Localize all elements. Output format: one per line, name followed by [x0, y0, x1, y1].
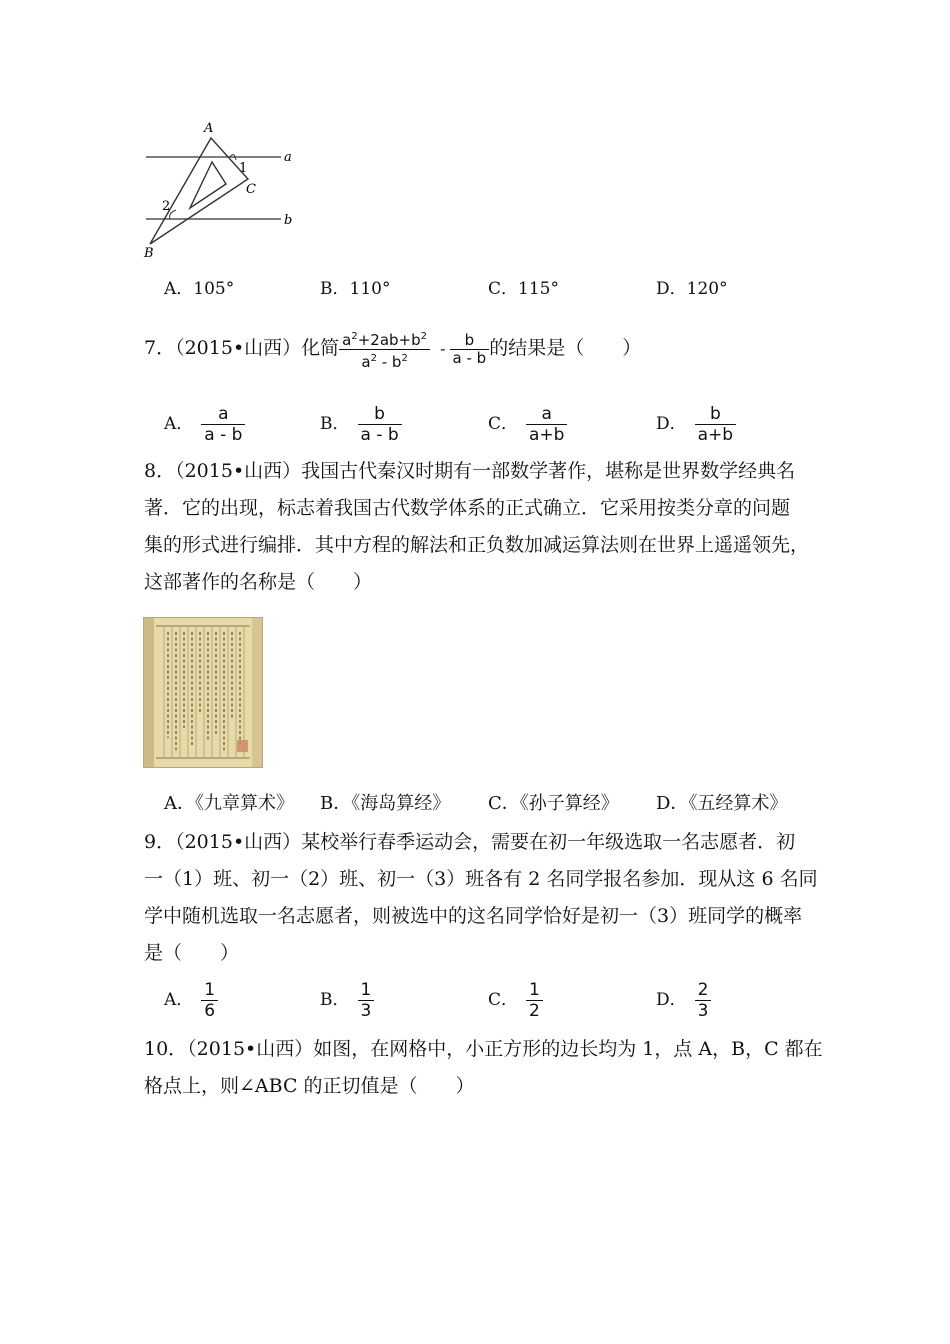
q7-suffix: 的结果是（ ）: [489, 337, 642, 359]
triangle-outer: [150, 138, 248, 244]
q6-option-a: A．105°: [164, 279, 235, 299]
q7-option-a: A． $\frac{a}{a - b}$: [164, 404, 245, 445]
q9-line-4: 是（ ）: [144, 942, 240, 964]
label-angle-1: 1: [239, 161, 248, 176]
q8-line-4: 这部著作的名称是（ ）: [144, 571, 373, 593]
q9-option-b: B． $\frac{1}{3}$: [320, 980, 374, 1021]
q6-option-d: D．120°: [656, 279, 728, 299]
q7-minus: -: [440, 340, 446, 358]
q9-option-c: C． $\frac{1}{2}$: [488, 980, 543, 1021]
q8-line-1: 8．（2015•山西）我国古代秦汉时期有一部数学著作，堪称是世界数学经典名: [144, 460, 796, 482]
q8-option-b: B．《海岛算经》: [320, 793, 451, 814]
q7-option-c: C． $\frac{a}{a+b}$: [488, 404, 567, 445]
q7-fraction-1: $\frac{a^2+2ab+b^2}{a^2 - b^2}$: [339, 328, 430, 371]
label-line-a: a: [284, 150, 292, 165]
q6-option-b: B．110°: [320, 279, 391, 299]
ancient-book-image: [143, 617, 263, 768]
triangle-ruler-figure: [138, 118, 308, 263]
q7-prefix: 7．（2015•山西）化简: [144, 337, 340, 359]
q8-option-d: D．《五经算术》: [656, 793, 788, 814]
label-C: C: [246, 182, 256, 197]
q7-option-d: D． $\frac{b}{a+b}$: [656, 404, 736, 445]
q10-line-2: 格点上，则∠ABC 的正切值是（ ）: [144, 1075, 475, 1097]
triangle-inner: [190, 162, 226, 208]
label-A: A: [204, 121, 214, 136]
label-B: B: [144, 246, 154, 261]
label-angle-2: 2: [162, 199, 171, 214]
q7-option-b: B． $\frac{b}{a - b}$: [320, 404, 402, 445]
q10-line-1: 10．（2015•山西）如图，在网格中，小正方形的边长均为 1，点 A，B，C 都在: [144, 1038, 823, 1060]
q8-line-2: 著．它的出现，标志着我国古代数学体系的正式确立．它采用按类分章的问题: [144, 497, 791, 519]
q7-fraction-2: $\frac{b}{a - b}$: [450, 332, 490, 367]
q8-line-3: 集的形式进行编排．其中方程的解法和正负数加减运算法则在世界上遥遥领先，: [144, 534, 810, 556]
q9-line-1: 9．（2015•山西）某校举行春季运动会，需要在初一年级选取一名志愿者．初: [144, 831, 796, 853]
q9-line-3: 学中随机选取一名志愿者，则被选中的这名同学恰好是初一（3）班同学的概率: [144, 905, 803, 927]
q7-stem: [144, 325, 641, 372]
q8-option-c: C．《孙子算经》: [488, 793, 619, 814]
label-line-b: b: [284, 213, 293, 228]
q9-option-a: A． $\frac{1}{6}$: [164, 980, 218, 1021]
q9-option-d: D． $\frac{2}{3}$: [656, 980, 711, 1021]
angle-2-arc: [170, 210, 176, 219]
q9-line-2: 一（1）班、初一（2）班、初一（3）班各有 2 名同学报名参加．现从这 6 名同: [144, 868, 818, 890]
q6-option-c: C．115°: [488, 279, 559, 299]
q8-option-a: A．《九章算术》: [164, 793, 294, 814]
